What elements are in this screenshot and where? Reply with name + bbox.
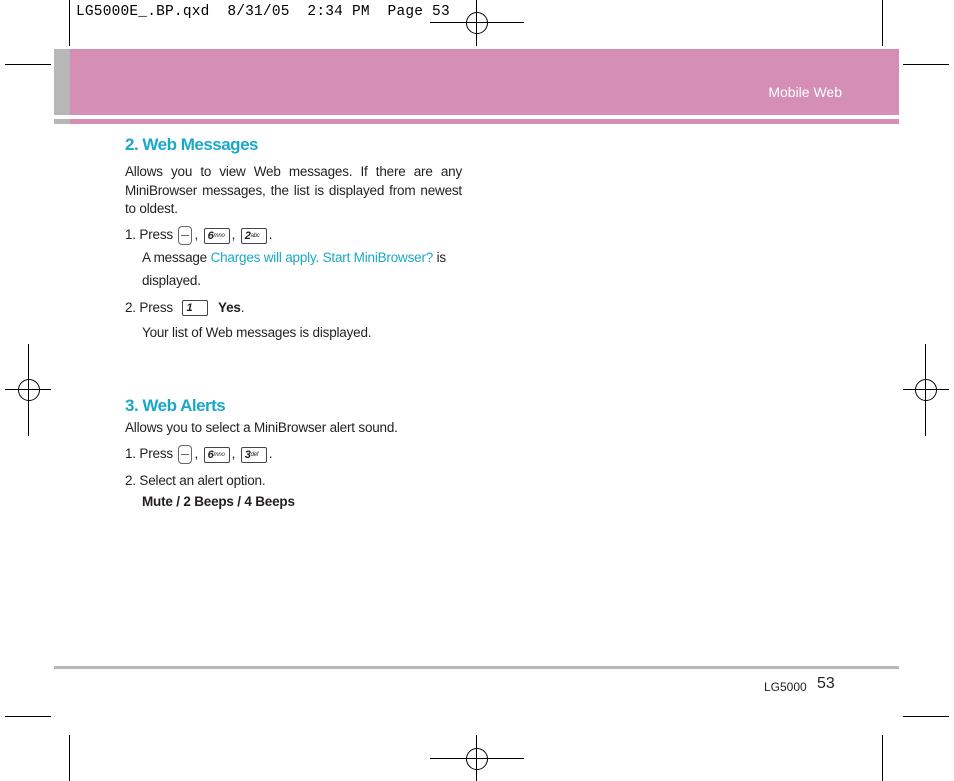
menu-key-icon [178,226,192,245]
web-messages-step-2: 2. Press 1 Yes. [125,300,245,315]
section-heading-web-messages: 2. Web Messages [125,135,258,154]
header-rule [54,119,899,124]
alert-options: Mute / 2 Beeps / 4 Beeps [142,494,295,509]
crop-mark [882,0,883,46]
section-heading-web-alerts: 3. Web Alerts [125,396,226,415]
web-alerts-intro: Allows you to select a MiniBrowser alert sound. [125,420,398,435]
key-2-icon: $2^{abc}$ [241,228,267,244]
web-messages-step-1-message: A message Charges will apply. Start MiniBrowser? is [142,250,446,265]
header-band [54,49,899,115]
key-6-icon: $6^{mno}$ [204,447,230,463]
crop-mark [69,0,70,46]
header-tab [54,49,70,115]
footer-rule [54,666,899,669]
crop-mark [882,735,883,781]
key-3-icon: $3^{def}$ [241,447,267,463]
crop-mark [903,64,949,65]
yes-label: Yes [218,300,241,315]
header-rule-tab [54,119,70,124]
print-slug: LG5000E_.BP.qxd 8/31/05 2:34 PM Page 53 [76,4,450,20]
key-1-icon: 1 [182,300,208,316]
page-number: 53 [817,675,835,692]
menu-key-icon [178,445,192,464]
crop-mark [5,716,51,717]
crop-mark [5,64,51,65]
web-alerts-step-2: 2. Select an alert option. [125,473,266,488]
web-messages-step-2-message: Your list of Web messages is displayed. [142,325,372,340]
prompt-text: Charges will apply. Start MiniBrowser? [210,250,434,265]
web-messages-intro: Allows you to view Web messages. If there are any MiniBrowser messages, the list is displayed from newest to oldest. [125,164,462,216]
footer-model: LG5000 [764,680,807,694]
step-1-label: 1. Press [125,446,173,462]
web-messages-step-1: 1. Press , $6^{mno}$ , $2^{abc}$ . [125,226,272,245]
step-2-label: 2. Press [125,300,173,315]
crop-mark [903,716,949,717]
crop-mark [69,735,70,781]
header-title: Mobile Web [768,84,842,100]
web-alerts-step-1: 1. Press , $6^{mno}$ , $3^{def}$ . [125,445,272,464]
web-messages-step-1-end: displayed. [142,273,201,288]
step-1-label: 1. Press [125,227,173,243]
key-6-icon: $6^{mno}$ [204,228,230,244]
